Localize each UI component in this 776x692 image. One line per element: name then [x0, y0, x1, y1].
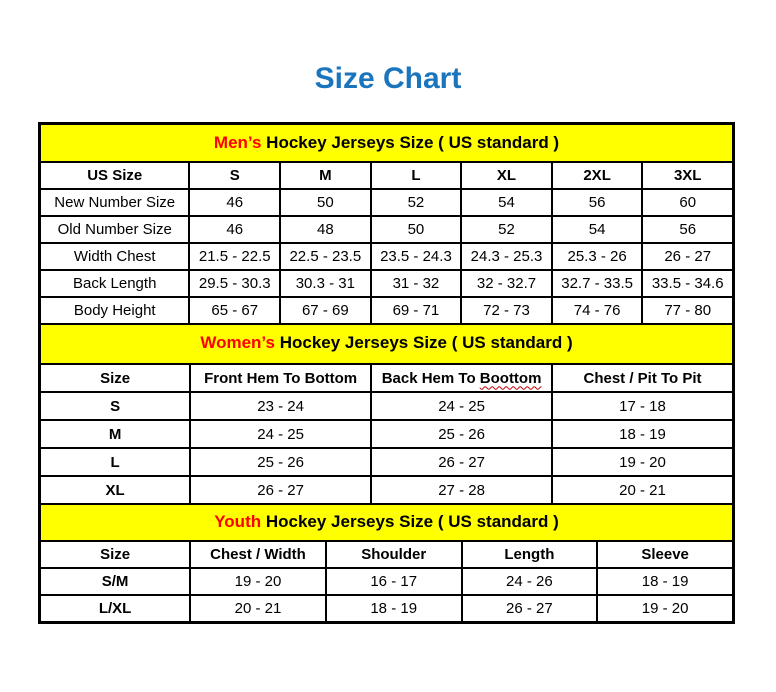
youth-section-banner	[39, 505, 734, 540]
cell-value: 52	[461, 216, 552, 243]
column-header: Sleeve	[597, 541, 733, 568]
youth-banner-highlight: Youth	[214, 512, 262, 531]
misspelled-word: Boottom	[479, 369, 542, 387]
cell-value: 50	[280, 189, 371, 216]
cell-value: 46	[189, 216, 280, 243]
cell-value: 69 - 71	[371, 297, 462, 324]
row-label: Back Length	[40, 270, 189, 297]
cell-value: 54	[552, 216, 643, 243]
men-header-row	[40, 162, 733, 189]
cell-value: 19 - 20	[597, 595, 733, 622]
cell-value: 24 - 25	[190, 420, 371, 448]
cell-value: 56	[642, 216, 733, 243]
page-title: Size Chart	[314, 62, 462, 95]
cell-value: 26 - 27	[642, 243, 733, 270]
men-size-table	[39, 161, 734, 325]
cell-value: 74 - 76	[552, 297, 643, 324]
row-label: Old Number Size	[40, 216, 189, 243]
women-size-table	[39, 363, 734, 505]
cell-value: 26 - 27	[371, 448, 552, 476]
table-row	[40, 189, 733, 216]
cell-value: 31 - 32	[371, 270, 462, 297]
cell-value: 19 - 20	[552, 448, 733, 476]
table-row	[40, 270, 733, 297]
cell-value: 20 - 21	[552, 476, 733, 504]
column-header: Size	[40, 541, 190, 568]
youth-header-row	[40, 541, 733, 568]
column-header: Chest / Width	[190, 541, 326, 568]
cell-value: 23.5 - 24.3	[371, 243, 462, 270]
table-row	[40, 392, 733, 420]
column-header: M	[280, 162, 371, 189]
row-label: Width Chest	[40, 243, 189, 270]
cell-value: 21.5 - 22.5	[189, 243, 280, 270]
column-header: Shoulder	[326, 541, 462, 568]
row-label: S	[40, 392, 190, 420]
cell-value: 18 - 19	[552, 420, 733, 448]
column-header: Size	[40, 364, 190, 392]
cell-value: 67 - 69	[280, 297, 371, 324]
men-banner-label: Hockey Jerseys Size ( US standard )	[261, 133, 560, 152]
table-row	[40, 476, 733, 504]
cell-value: 24.3 - 25.3	[461, 243, 552, 270]
row-label: L/XL	[40, 595, 190, 622]
cell-value: 24 - 25	[371, 392, 552, 420]
table-row	[40, 595, 733, 622]
cell-value: 33.5 - 34.6	[642, 270, 733, 297]
table-row	[40, 420, 733, 448]
cell-value: 32.7 - 33.5	[552, 270, 643, 297]
column-header: XL	[461, 162, 552, 189]
cell-value: 24 - 26	[462, 568, 598, 595]
cell-value: 17 - 18	[552, 392, 733, 420]
cell-value: 52	[371, 189, 462, 216]
cell-value: 77 - 80	[642, 297, 733, 324]
column-header: Chest / Pit To Pit	[552, 364, 733, 392]
cell-value: 20 - 21	[190, 595, 326, 622]
cell-value: 25 - 26	[190, 448, 371, 476]
cell-value: 18 - 19	[597, 568, 733, 595]
cell-value: 18 - 19	[326, 595, 462, 622]
youth-size-table	[39, 540, 734, 623]
cell-value: 54	[461, 189, 552, 216]
cell-value: 30.3 - 31	[280, 270, 371, 297]
row-label: XL	[40, 476, 190, 504]
cell-value: 16 - 17	[326, 568, 462, 595]
cell-value: 29.5 - 30.3	[189, 270, 280, 297]
cell-value: 46	[189, 189, 280, 216]
cell-value: 19 - 20	[190, 568, 326, 595]
cell-value: 23 - 24	[190, 392, 371, 420]
cell-value: 60	[642, 189, 733, 216]
column-header: Back Hem To Boottom	[371, 364, 552, 392]
row-label: M	[40, 420, 190, 448]
women-banner-highlight: Women’s	[200, 333, 275, 352]
column-header: US Size	[40, 162, 189, 189]
cell-value: 25 - 26	[371, 420, 552, 448]
size-chart	[38, 122, 735, 624]
column-header: L	[371, 162, 462, 189]
cell-value: 72 - 73	[461, 297, 552, 324]
column-header: Front Hem To Bottom	[190, 364, 371, 392]
column-header: 3XL	[642, 162, 733, 189]
row-label: S/M	[40, 568, 190, 595]
column-header: S	[189, 162, 280, 189]
women-header-row	[40, 364, 733, 392]
column-header: 2XL	[552, 162, 643, 189]
cell-value: 27 - 28	[371, 476, 552, 504]
cell-value: 26 - 27	[190, 476, 371, 504]
table-row	[40, 568, 733, 595]
cell-value: 22.5 - 23.5	[280, 243, 371, 270]
men-banner-highlight: Men’s	[213, 133, 262, 152]
youth-banner-label: Hockey Jerseys Size ( US standard )	[261, 512, 559, 531]
women-banner-label: Hockey Jerseys Size ( US standard )	[274, 333, 573, 352]
table-row	[40, 297, 733, 324]
men-section-banner	[39, 123, 734, 161]
cell-value: 65 - 67	[189, 297, 280, 324]
row-label: New Number Size	[40, 189, 189, 216]
table-row	[40, 216, 733, 243]
cell-value: 50	[371, 216, 462, 243]
table-row	[40, 448, 733, 476]
cell-value: 48	[280, 216, 371, 243]
row-label: L	[40, 448, 190, 476]
cell-value: 56	[552, 189, 643, 216]
table-row	[40, 243, 733, 270]
cell-value: 26 - 27	[462, 595, 598, 622]
row-label: Body Height	[40, 297, 189, 324]
women-section-banner	[39, 325, 734, 363]
cell-value: 25.3 - 26	[552, 243, 643, 270]
cell-value: 32 - 32.7	[461, 270, 552, 297]
column-header: Length	[462, 541, 598, 568]
